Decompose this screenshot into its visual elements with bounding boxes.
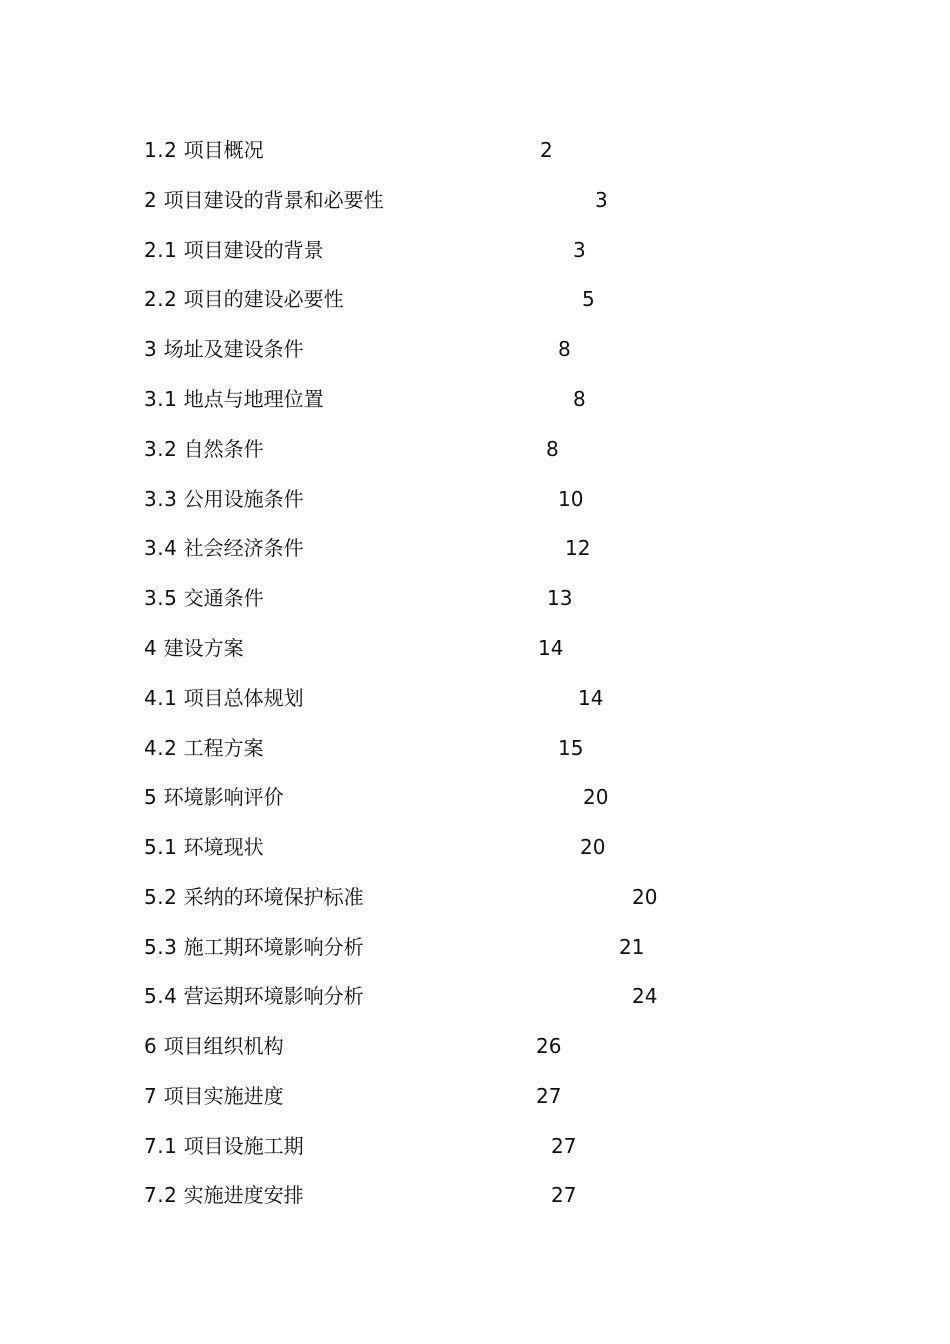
toc-entry[interactable] (144, 981, 658, 1011)
toc-entry-page-number: 14 (538, 636, 564, 660)
toc-entry-page-number: 12 (565, 536, 591, 560)
toc-entry-title: 工程方案 (183, 736, 264, 760)
toc-entry-number: 5 (144, 785, 158, 809)
toc-entry[interactable] (144, 583, 573, 613)
toc-entry-number: 2.2 (144, 287, 178, 311)
toc-entry-page-number: 5 (582, 287, 595, 311)
toc-entry-page-number: 13 (547, 586, 573, 610)
toc-entry-page-number: 8 (558, 337, 571, 361)
toc-entry-number: 7.2 (144, 1183, 178, 1207)
toc-entry-title: 自然条件 (183, 437, 264, 461)
toc-entry-number: 3.4 (144, 536, 178, 560)
toc-entry[interactable] (144, 1031, 562, 1061)
toc-entry-number: 2.1 (144, 238, 178, 262)
toc-entry-title: 实施进度安排 (183, 1183, 304, 1207)
toc-entry[interactable] (144, 782, 609, 812)
toc-entry-title: 项目设施工期 (183, 1134, 304, 1158)
toc-entry-number: 3 (144, 337, 158, 361)
toc-entry-title: 采纳的环境保护标准 (183, 885, 364, 909)
toc-entry[interactable] (144, 882, 658, 912)
toc-entry[interactable] (144, 733, 584, 763)
toc-entry-title: 项目总体规划 (183, 686, 304, 710)
toc-entry-number: 1.2 (144, 138, 178, 162)
toc-entry-page-number: 26 (536, 1034, 562, 1058)
toc-entry[interactable] (144, 384, 586, 414)
toc-entry-title: 项目建设的背景 (183, 238, 324, 262)
toc-entry[interactable] (144, 334, 571, 364)
toc-entry-number: 3.1 (144, 387, 178, 411)
toc-entry-title: 施工期环境影响分析 (183, 935, 364, 959)
toc-entry-title: 建设方案 (163, 636, 244, 660)
toc-entry-title: 环境现状 (183, 835, 264, 859)
toc-entry[interactable] (144, 832, 606, 862)
toc-entry-page-number: 14 (578, 686, 604, 710)
toc-entry-title: 地点与地理位置 (183, 387, 324, 411)
toc-entry-page-number: 3 (595, 188, 608, 212)
toc-entry[interactable] (144, 932, 645, 962)
toc-entry-page-number: 8 (573, 387, 586, 411)
toc-entry-number: 7.1 (144, 1134, 178, 1158)
toc-entry-title: 交通条件 (183, 586, 264, 610)
toc-entry-number: 6 (144, 1034, 158, 1058)
toc-entry-page-number: 3 (573, 238, 586, 262)
toc-entry-page-number: 27 (551, 1134, 577, 1158)
toc-entry-page-number: 20 (583, 785, 609, 809)
toc-entry[interactable] (144, 533, 591, 563)
toc-entry-page-number: 24 (632, 984, 658, 1008)
toc-entry[interactable] (144, 185, 608, 215)
toc-entry-title: 项目的建设必要性 (183, 287, 344, 311)
toc-entry-title: 项目组织机构 (163, 1034, 284, 1058)
toc-entry-number: 3.5 (144, 586, 178, 610)
toc-entry-title: 环境影响评价 (163, 785, 284, 809)
toc-entry[interactable] (144, 235, 586, 265)
toc-entry-number: 5.1 (144, 835, 178, 859)
toc-entry[interactable] (144, 633, 564, 663)
toc-entry-number: 3.2 (144, 437, 178, 461)
toc-entry-title: 社会经济条件 (183, 536, 304, 560)
toc-entry-title: 公用设施条件 (183, 487, 304, 511)
toc-entry-page-number: 20 (632, 885, 658, 909)
toc-entry-title: 场址及建设条件 (163, 337, 304, 361)
toc-entry[interactable] (144, 1081, 562, 1111)
toc-entry-title: 项目概况 (183, 138, 264, 162)
toc-entry[interactable] (144, 683, 604, 713)
toc-entry-number: 4 (144, 636, 158, 660)
toc-entry-page-number: 27 (536, 1084, 562, 1108)
toc-entry-number: 3.3 (144, 487, 178, 511)
toc-entry-page-number: 20 (580, 835, 606, 859)
toc-entry-page-number: 21 (619, 935, 645, 959)
toc-entry[interactable] (144, 484, 584, 514)
toc-entry-page-number: 8 (546, 437, 559, 461)
toc-entry-title: 项目建设的背景和必要性 (163, 188, 384, 212)
toc-entry[interactable] (144, 434, 559, 464)
toc-entry[interactable] (144, 135, 553, 165)
toc-entry-title: 项目实施进度 (163, 1084, 284, 1108)
toc-entry-page-number: 2 (540, 138, 553, 162)
toc-entry-number: 5.4 (144, 984, 178, 1008)
toc-entry-page-number: 27 (551, 1183, 577, 1207)
toc-entry-number: 4.2 (144, 736, 178, 760)
toc-entry-number: 2 (144, 188, 158, 212)
toc-entry-page-number: 10 (558, 487, 584, 511)
toc-entry-number: 5.2 (144, 885, 178, 909)
toc-entry-title: 营运期环境影响分析 (183, 984, 364, 1008)
toc-entry[interactable] (144, 284, 595, 314)
toc-entry-number: 4.1 (144, 686, 178, 710)
toc-entry-number: 7 (144, 1084, 158, 1108)
toc-entry-number: 5.3 (144, 935, 178, 959)
toc-entry-page-number: 15 (558, 736, 584, 760)
toc-entry[interactable] (144, 1180, 577, 1210)
toc-entry[interactable] (144, 1131, 577, 1161)
